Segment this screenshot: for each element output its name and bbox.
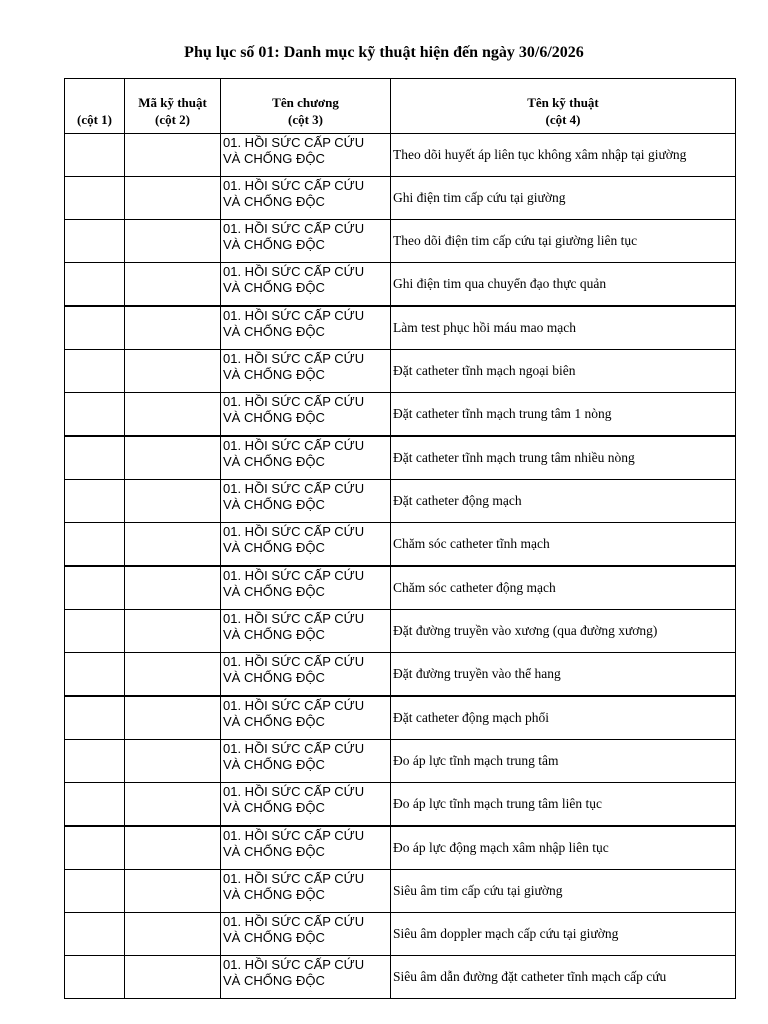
chapter-cell <box>221 436 391 480</box>
chapter-cell <box>221 480 391 523</box>
chapter-line: VÀ CHỐNG ĐỘC <box>223 800 325 815</box>
table-row <box>65 740 736 783</box>
chapter-line: 01. HỒI SỨC CẤP CỨU <box>223 741 365 756</box>
chapter-line: 01. HỒI SỨC CẤP CỨU <box>223 698 365 713</box>
index-cell <box>65 393 125 437</box>
chapter-line: 01. HỒI SỨC CẤP CỨU <box>223 914 365 929</box>
index-cell <box>65 826 125 870</box>
header-col2 <box>125 79 221 134</box>
chapter-cell <box>221 696 391 740</box>
technique-cell: Đo áp lực tĩnh mạch trung tâm liên tục <box>391 783 736 827</box>
technique-cell: Đặt catheter động mạch <box>391 480 736 523</box>
chapter-line: 01. HỒI SỨC CẤP CỨU <box>223 828 365 843</box>
chapter-line: 01. HỒI SỨC CẤP CỨU <box>223 178 365 193</box>
chapter-cell <box>221 523 391 567</box>
index-cell <box>65 913 125 956</box>
index-cell <box>65 696 125 740</box>
technique-cell: Theo dõi điện tim cấp cứu tại giường liên tục <box>391 220 736 263</box>
chapter-line: VÀ CHỐNG ĐỘC <box>223 757 325 772</box>
table-row <box>65 350 736 393</box>
header-col4-line2: (cột 4) <box>545 112 581 127</box>
table-row <box>65 956 736 999</box>
chapter-cell <box>221 653 391 697</box>
chapter-line: VÀ CHỐNG ĐỘC <box>223 887 325 902</box>
index-cell <box>65 523 125 567</box>
table-row <box>65 610 736 653</box>
chapter-line: VÀ CHỐNG ĐỘC <box>223 454 325 469</box>
chapter-line: VÀ CHỐNG ĐỘC <box>223 151 325 166</box>
code-cell <box>125 566 221 610</box>
chapter-cell <box>221 610 391 653</box>
chapter-line: VÀ CHỐNG ĐỘC <box>223 627 325 642</box>
header-col2-line2: (cột 2) <box>154 112 190 127</box>
index-cell <box>65 177 125 220</box>
code-cell <box>125 653 221 697</box>
chapter-line: VÀ CHỐNG ĐỘC <box>223 367 325 382</box>
index-cell <box>65 610 125 653</box>
code-cell <box>125 610 221 653</box>
chapter-line: VÀ CHỐNG ĐỘC <box>223 497 325 512</box>
chapter-cell <box>221 263 391 307</box>
header-col1 <box>65 79 125 134</box>
chapter-line: 01. HỒI SỨC CẤP CỨU <box>223 438 365 453</box>
chapter-cell <box>221 740 391 783</box>
index-cell <box>65 740 125 783</box>
chapter-line: VÀ CHỐNG ĐỘC <box>223 714 325 729</box>
technique-cell: Ghi điện tim qua chuyển đạo thực quản <box>391 263 736 307</box>
table-row <box>65 220 736 263</box>
chapter-line: 01. HỒI SỨC CẤP CỨU <box>223 611 365 626</box>
index-cell <box>65 350 125 393</box>
technique-cell: Siêu âm dẫn đường đặt catheter tĩnh mạch cấp cứu <box>391 956 736 999</box>
code-cell <box>125 956 221 999</box>
chapter-cell <box>221 177 391 220</box>
header-col4-line1: Tên kỹ thuật <box>527 95 599 110</box>
code-cell <box>125 220 221 263</box>
chapter-cell <box>221 913 391 956</box>
code-cell <box>125 696 221 740</box>
chapter-cell <box>221 220 391 263</box>
technique-cell: Làm test phục hồi máu mao mạch <box>391 306 736 350</box>
index-cell <box>65 480 125 523</box>
technique-cell: Đặt catheter tĩnh mạch trung tâm 1 nòng <box>391 393 736 437</box>
chapter-cell <box>221 350 391 393</box>
header-col4 <box>391 79 736 134</box>
code-cell <box>125 826 221 870</box>
code-cell <box>125 480 221 523</box>
index-cell <box>65 220 125 263</box>
header-col3 <box>221 79 391 134</box>
chapter-line: VÀ CHỐNG ĐỘC <box>223 584 325 599</box>
technique-cell: Đặt đường truyền vào xương (qua đường xương) <box>391 610 736 653</box>
technique-cell: Đặt catheter tĩnh mạch trung tâm nhiều nòng <box>391 436 736 480</box>
chapter-line: 01. HỒI SỨC CẤP CỨU <box>223 568 365 583</box>
code-cell <box>125 783 221 827</box>
technique-cell: Đặt catheter động mạch phổi <box>391 696 736 740</box>
table-row <box>65 653 736 697</box>
code-cell <box>125 436 221 480</box>
chapter-line: 01. HỒI SỨC CẤP CỨU <box>223 524 365 539</box>
chapter-line: VÀ CHỐNG ĐỘC <box>223 670 325 685</box>
table-row <box>65 783 736 827</box>
technique-cell: Đặt catheter tĩnh mạch ngoại biên <box>391 350 736 393</box>
chapter-line: VÀ CHỐNG ĐỘC <box>223 280 325 295</box>
table-row <box>65 523 736 567</box>
index-cell <box>65 653 125 697</box>
header-col3-line1: Tên chương <box>272 95 339 110</box>
index-cell <box>65 566 125 610</box>
header-col1-line2: (cột 1) <box>76 112 112 127</box>
header-col3-line2: (cột 3) <box>287 112 323 127</box>
code-cell <box>125 913 221 956</box>
technique-cell: Siêu âm tim cấp cứu tại giường <box>391 870 736 913</box>
table-row <box>65 826 736 870</box>
page-title: Phụ lục số 01: Danh mục kỹ thuật hiện đến ngày 30/6/2026 <box>184 44 584 61</box>
chapter-cell <box>221 134 391 177</box>
technique-cell: Đo áp lực động mạch xâm nhập liên tục <box>391 826 736 870</box>
chapter-line: VÀ CHỐNG ĐỘC <box>223 930 325 945</box>
chapter-line: VÀ CHỐNG ĐỘC <box>223 237 325 252</box>
index-cell <box>65 956 125 999</box>
chapter-line: 01. HỒI SỨC CẤP CỨU <box>223 394 365 409</box>
chapter-line: VÀ CHỐNG ĐỘC <box>223 973 325 988</box>
chapter-line: 01. HỒI SỨC CẤP CỨU <box>223 871 365 886</box>
code-cell <box>125 306 221 350</box>
chapter-cell <box>221 393 391 437</box>
technique-table <box>64 78 736 999</box>
chapter-cell <box>221 306 391 350</box>
chapter-line: 01. HỒI SỨC CẤP CỨU <box>223 264 365 279</box>
chapter-line: 01. HỒI SỨC CẤP CỨU <box>223 784 365 799</box>
index-cell <box>65 306 125 350</box>
table-row <box>65 566 736 610</box>
table-row <box>65 393 736 437</box>
index-cell <box>65 783 125 827</box>
technique-cell: Đo áp lực tĩnh mạch trung tâm <box>391 740 736 783</box>
code-cell <box>125 263 221 307</box>
table-row <box>65 913 736 956</box>
index-cell <box>65 436 125 480</box>
chapter-line: 01. HỒI SỨC CẤP CỨU <box>223 308 365 323</box>
chapter-cell <box>221 783 391 827</box>
chapter-line: VÀ CHỐNG ĐỘC <box>223 540 325 555</box>
chapter-line: 01. HỒI SỨC CẤP CỨU <box>223 957 365 972</box>
chapter-cell <box>221 956 391 999</box>
chapter-line: VÀ CHỐNG ĐỘC <box>223 410 325 425</box>
index-cell <box>65 134 125 177</box>
chapter-line: 01. HỒI SỨC CẤP CỨU <box>223 654 365 669</box>
table-row <box>65 263 736 307</box>
code-cell <box>125 740 221 783</box>
table-row <box>65 436 736 480</box>
table-row <box>65 177 736 220</box>
chapter-line: VÀ CHỐNG ĐỘC <box>223 194 325 209</box>
table-row <box>65 696 736 740</box>
technique-cell: Chăm sóc catheter động mạch <box>391 566 736 610</box>
chapter-line: VÀ CHỐNG ĐỘC <box>223 844 325 859</box>
chapter-cell <box>221 566 391 610</box>
technique-cell: Ghi điện tim cấp cứu tại giường <box>391 177 736 220</box>
technique-cell: Đặt đường truyền vào thể hang <box>391 653 736 697</box>
table-row <box>65 870 736 913</box>
header-col2-line1: Mã kỹ thuật <box>138 95 207 110</box>
table-header-row <box>65 79 736 134</box>
table-row <box>65 480 736 523</box>
table-row <box>65 306 736 350</box>
index-cell <box>65 263 125 307</box>
code-cell <box>125 523 221 567</box>
code-cell <box>125 350 221 393</box>
index-cell <box>65 870 125 913</box>
code-cell <box>125 870 221 913</box>
technique-cell: Siêu âm doppler mạch cấp cứu tại giường <box>391 913 736 956</box>
chapter-line: 01. HỒI SỨC CẤP CỨU <box>223 351 365 366</box>
code-cell <box>125 393 221 437</box>
chapter-line: 01. HỒI SỨC CẤP CỨU <box>223 135 365 150</box>
code-cell <box>125 177 221 220</box>
chapter-line: 01. HỒI SỨC CẤP CỨU <box>223 481 365 496</box>
technique-cell: Theo dõi huyết áp liên tục không xâm nhập tại giường <box>391 134 736 177</box>
chapter-cell <box>221 870 391 913</box>
table-row <box>65 134 736 177</box>
chapter-cell <box>221 826 391 870</box>
technique-cell: Chăm sóc catheter tĩnh mạch <box>391 523 736 567</box>
chapter-line: 01. HỒI SỨC CẤP CỨU <box>223 221 365 236</box>
chapter-line: VÀ CHỐNG ĐỘC <box>223 324 325 339</box>
code-cell <box>125 134 221 177</box>
